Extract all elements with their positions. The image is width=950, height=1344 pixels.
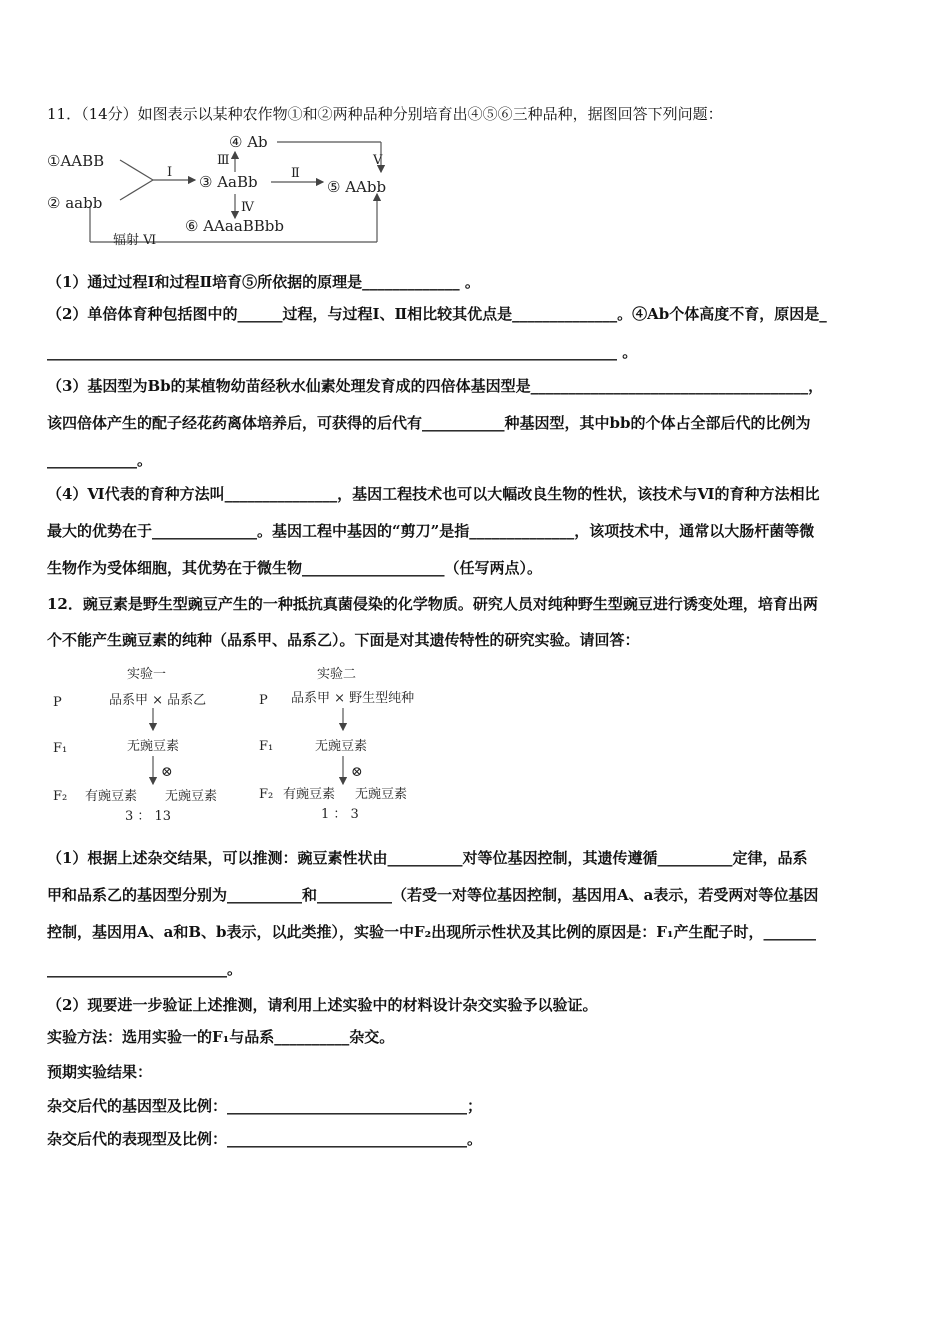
q12-line-2: 甲和品系乙的基因型分别为__________和__________（若受一对等位基因控制，基因用A、a表示，若受两对等位基因 — [47, 886, 819, 904]
q11-line-6: ____________。 — [47, 451, 153, 469]
exp1-title: 实验一 — [127, 667, 167, 682]
q12-line-7: 预期实验结果： — [47, 1063, 153, 1081]
node-5: ⑤ AAbb — [327, 178, 387, 196]
q12-line-4: ________________________。 — [47, 960, 243, 978]
breeding-diagram — [45, 130, 395, 248]
exp1-F1: F₁ — [53, 741, 68, 756]
exp2-title: 实验二 — [317, 667, 357, 682]
exp2-F1: F₁ — [259, 739, 274, 754]
process-III: Ⅲ — [217, 153, 230, 168]
q11-line-8: 最大的优势在于______________。基因工程中基因的“剪刀”是指______________，该项技术中，通常以大肠杆菌等微 — [47, 522, 815, 540]
exp1-f2-a: 有豌豆素 — [85, 789, 138, 804]
exp1-cross: 品系甲 × 品系乙 — [109, 693, 207, 708]
q11-line-5: 该四倍体产生的配子经花药离体培养后，可获得的后代有___________种基因型，其中bb的个体占全部后代的比例为 — [47, 414, 811, 432]
exp1-P: P — [53, 695, 62, 710]
q12-line-9: 杂交后代的表现型及比例：________________________________。 — [47, 1130, 483, 1148]
process-VI: 辐射 Ⅵ — [113, 233, 157, 248]
q11-line-4: （3）基因型为Bb的某植物幼苗经秋水仙素处理发育成的四倍体基因型是_____________________________________， — [47, 377, 824, 395]
exp2-selfing-icon: ⊗ — [351, 764, 363, 780]
exp1-ratio: 3 ： 13 — [125, 809, 172, 824]
exp1-f1-pheno: 无豌豆素 — [127, 739, 180, 754]
node-6: ⑥ AAaaBBbb — [185, 217, 285, 235]
exp2-f2-b: 无豌豆素 — [355, 787, 408, 802]
exp2-cross: 品系甲 × 野生型纯种 — [291, 691, 415, 706]
q12-intro-2: 个不能产生豌豆素的纯种（品系甲、品系乙）。下面是对其遗传特性的研究实验。请回答： — [47, 631, 640, 649]
exp1-selfing-icon: ⊗ — [161, 764, 173, 780]
node-1: ①AABB — [47, 152, 105, 170]
q12-line-6: 实验方法：选用实验一的F₁与品系__________杂交。 — [47, 1028, 395, 1046]
q11-line-9: 生物作为受体细胞，其优势在于微生物___________________（任写两点）。 — [47, 559, 543, 577]
exp2-F2: F₂ — [259, 787, 274, 802]
process-V: V — [373, 153, 383, 168]
q11-line-3: ____________________________________________________________________________ 。 — [47, 343, 638, 361]
q12-intro-1: 12．豌豆素是野生型豌豆产生的一种抵抗真菌侵染的化学物质。研究人员对纯种野生型豌豆进行诱变处理，培育出两 — [47, 595, 818, 613]
experiment-diagram — [45, 660, 445, 830]
process-I: I — [167, 165, 173, 180]
q11-line-7: （4）Ⅵ代表的育种方法叫_______________，基因工程技术也可以大幅改良生物的性状，该技术与Ⅵ的育种方法相比 — [47, 485, 820, 503]
q11-line-1: （1）通过过程Ⅰ和过程Ⅱ培育⑤所依据的原理是_____________ 。 — [47, 273, 480, 291]
node-2: ② aabb — [47, 194, 103, 212]
q12-line-1: （1）根据上述杂交结果，可以推测：豌豆素性状由__________对等位基因控制，其遗传遵循__________定律，品系 — [47, 849, 808, 867]
exp2-f2-a: 有豌豆素 — [283, 787, 336, 802]
exp2-P: P — [259, 693, 268, 708]
q12-line-5: （2）现要进一步验证上述推测，请利用上述实验中的材料设计杂交实验予以验证。 — [47, 996, 598, 1014]
process-IV: Ⅳ — [241, 200, 254, 215]
exp2-f1-pheno: 无豌豆素 — [315, 739, 368, 754]
exp1-F2: F₂ — [53, 789, 68, 804]
exp2-ratio: 1 ： 3 — [321, 807, 359, 822]
q12-line-8: 杂交后代的基因型及比例：________________________________； — [47, 1097, 483, 1115]
process-II: Ⅱ — [291, 166, 300, 181]
exp1-f2-b: 无豌豆素 — [165, 789, 218, 804]
q11-intro: 11．（14分）如图表示以某种农作物①和②两种品种分别培育出④⑤⑥三种品种，据图回答下列问题： — [47, 105, 723, 123]
q11-line-2: （2）单倍体育种包括图中的______过程，与过程Ⅰ、Ⅱ相比较其优点是______________。④Ab个体高度不育，原因是_ — [47, 305, 827, 323]
q12-line-3: 控制，基因用A、a和B、b表示，以此类推），实验一中F₂出现所示性状及其比例的原因是：F₁产生配子时，_______ — [47, 923, 816, 941]
node-4: ④ Ab — [229, 133, 268, 151]
node-3: ③ AaBb — [199, 173, 258, 191]
